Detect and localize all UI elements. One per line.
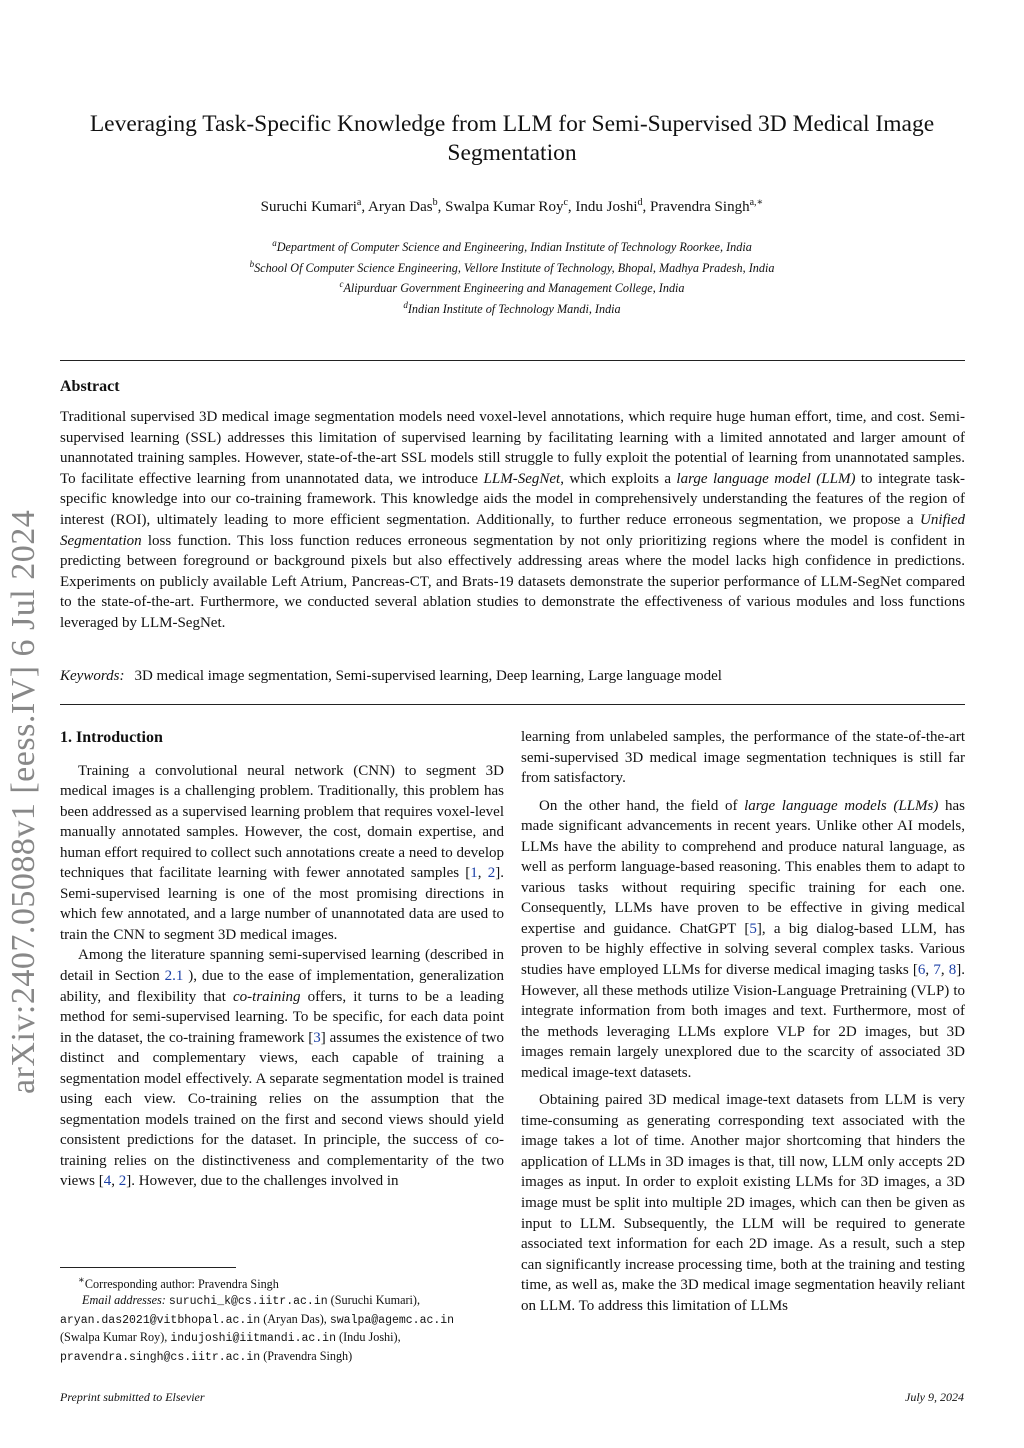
footnote-line <box>60 1292 505 1310</box>
emph-text: large language models (LLMs) <box>744 797 939 814</box>
abstract-part: to integrate task-specific knowledge into our co-training framework. This knowledge aids the model in comprehensively understanding the features of the region of interest (ROI), ultimately leading to more efficient segmentation. Additionally, to further reduce erroneous segmentation, we propose a <box>60 470 965 528</box>
abstract-emph: large language model (LLM) <box>676 470 856 487</box>
footnote-text: (Suruchi Kumari), <box>327 1293 421 1308</box>
text-run: , <box>940 962 949 979</box>
paragraph <box>60 945 504 1192</box>
email-link[interactable]: suruchi_k@cs.iitr.ac.in <box>168 1295 328 1309</box>
section-ref-link[interactable]: 2.1 <box>164 968 184 985</box>
text-run: , <box>477 865 488 882</box>
paragraph: Obtaining paired 3D medical image-text datasets from LLM is very time-consuming as generating corresponding text associated with the image takes a lot of time. Another major shortcoming that hinders the application of LLMs in 3D images is that, till now, LLM only accepts 2D images as input. In order to exploit existing LLMs for 3D images, a 3D image must be split into multiple 2D images, which can then be given as input to LLM. Subsequently, the LLM will be required to generate associated text information for each 2D image. As a result, such a step can significantly increase processing time, both at the training and testing time, as well as, make the 3D medical image segmentation heavily reliant on LLM. To address this limitation of LLMs <box>521 1092 965 1314</box>
footnote-text: (Aryan Das), <box>260 1311 330 1326</box>
text-run: ), due to the ease of implementation, generalization ability, and flexibility that <box>60 968 504 1005</box>
citation-link[interactable]: 3 <box>313 1029 321 1046</box>
affiliation <box>60 297 964 318</box>
arxiv-stamp: arXiv:2407.05088v1 [eess.IV] 6 Jul 2024 <box>5 509 42 1094</box>
text-run: has made significant advancements in recent years. Unlike other AI models, LLMs have the ability to comprehend and produce natural language, as well as perform language-based reasoning. This enables them to adapt to various tasks without requiring specific training for each one. Consequently, LLMs have proven to be effective in giving medical expertise and guidance. ChatGPT [ <box>521 797 965 937</box>
paragraph: learning from unlabeled samples, the performance of the state-of-the-art semi-supervised 3D medical image segmentation techniques is still far from satisfactory. <box>521 729 965 787</box>
author-list: Suruchi Kumari$^a$, Aryan Das$^b$, Swalpa Kumar Roy$^c$, Indu Joshi$^d$, Pravendra Singh$^{a,∗}$ <box>260 197 764 215</box>
footnote-star: ∗ <box>78 1275 85 1286</box>
affiliation-sup: a <box>272 238 277 248</box>
email-link[interactable]: indujoshi@iitmandi.ac.in <box>170 1332 336 1346</box>
footnote-text: (Pravendra Singh) <box>260 1348 353 1363</box>
email-link[interactable]: aryan.das2021@vitbhopal.ac.in <box>60 1313 261 1327</box>
footer-date: July 9, 2024 <box>905 1390 964 1404</box>
abstract-emph: LLM-SegNet <box>483 470 561 487</box>
author-sup: c <box>563 197 568 208</box>
affiliation-sup: d <box>403 299 408 310</box>
text-run: , <box>925 962 934 979</box>
paper-title: Leveraging Task-Specific Knowledge from LLM for Semi-Supervised 3D Medical Image Segmentation <box>89 111 935 166</box>
citation-link[interactable]: 2 <box>487 865 496 882</box>
citation-link[interactable]: 1 <box>470 865 478 882</box>
footnote-line <box>60 1311 505 1329</box>
author-name: Aryan Das <box>368 199 433 215</box>
text-run: ] assumes the existence of two distinct and complementary views, each capable of training a segmentation model effectively. A separate segmentation model is trained using each view. Co-training relies on the assumption that the segmentation models trained on the first and second views should yield consistent predictions for the dataset. In principle, the success of co-training relies on the distinctiveness and complementarity of the two views [ <box>60 1029 504 1190</box>
text-run: ]. However, all these methods utilize Vision-Language Pretraining (VLP) to integrate information from both images and text. Furthermore, most of the methods leveraging LLMs explore VLP for 2D images, but 3D images remain largely unexplored due to the scarcity of associated 3D medical image-text datasets. <box>521 962 966 1081</box>
footnote <box>60 1273 505 1366</box>
footnote-text: Corresponding author: Pravendra Singh <box>84 1277 279 1292</box>
author-sup: d <box>637 197 643 208</box>
text-run: On the other hand, the field of <box>539 797 745 814</box>
citation-link[interactable]: 8 <box>948 962 957 979</box>
keywords-label: Keywords: <box>60 668 125 684</box>
footer-preprint: Preprint submitted to Elsevier <box>60 1390 205 1404</box>
abstract-heading: Abstract <box>60 378 120 395</box>
section-heading: 1. Introduction <box>60 729 163 746</box>
citation-link[interactable]: 7 <box>933 962 941 979</box>
author-sup: a,∗ <box>749 197 764 208</box>
footnote-text: (Swalpa Kumar Roy), <box>60 1330 171 1345</box>
abstract-emph: Unified Segmentation <box>60 511 965 549</box>
text-run: Among the literature spanning semi-supervised learning (described in detail in Section <box>60 947 504 985</box>
author-sup: a <box>356 197 362 208</box>
author-name: Swalpa Kumar Roy <box>445 199 564 215</box>
text-run: offers, it turns to be a leading method for semi-supervised learning. To be specific, for each data point in the dataset, the co-training framework [ <box>60 988 504 1046</box>
abstract-text <box>60 407 965 634</box>
abstract-part: loss function. This loss function reduces erroneous segmentation by not only prioritizing regions where the model is confident in predicting between foreground or background pixels but also effectively addressing areas where the model lacks high confidence in predictions. Experiments on publicly available Left Atrium, Pancreas-CT, and Brats-19 datasets demonstrate the superior performance of LLM-SegNet compared to the state-of-the-art. Furthermore, we conducted several ablation studies to demonstrate the effectiveness of various modules and loss functions leveraged by LLM-SegNet. <box>60 532 965 631</box>
affiliation-text: Indian Institute of Technology Mandi, India <box>407 301 621 316</box>
footnote-rule <box>60 1267 236 1268</box>
citation-link[interactable]: 5 <box>749 920 757 937</box>
affiliation-sup: c <box>339 279 344 290</box>
author-sup: b <box>432 197 438 208</box>
citation-link[interactable]: 4 <box>103 1173 112 1190</box>
footnote-line <box>60 1329 505 1347</box>
right-column <box>521 727 965 1316</box>
keywords-text: 3D medical image segmentation, Semi-supervised learning, Deep learning, Large language model <box>134 668 722 684</box>
email-label: Email addresses: <box>82 1293 166 1308</box>
author-name: Pravendra Singh <box>650 199 750 215</box>
footnote-text: (Indu Joshi), <box>335 1330 401 1345</box>
author-name: Indu Joshi <box>575 199 638 215</box>
abstract-part: , which exploits a <box>560 470 677 487</box>
text-run: , <box>111 1173 119 1190</box>
top-divider <box>60 360 965 361</box>
author-name: Suruchi Kumari <box>260 199 357 215</box>
text-run: ], a big dialog-based LLM, has proven to be highly effective in solving several complex tasks. Various studies have employed LLMs for diverse medical imaging tasks [ <box>521 920 965 979</box>
paragraph <box>521 796 965 1084</box>
bottom-divider <box>60 704 965 705</box>
email-link[interactable]: swalpa@agemc.ac.in <box>329 1313 455 1327</box>
keywords <box>60 668 722 685</box>
left-column <box>60 728 504 1192</box>
emph-text: co-training <box>233 988 301 1005</box>
affiliations <box>60 235 964 317</box>
text-run: Training a convolutional neural network (CNN) to segment 3D medical images is a challenging problem. Traditionally, this problem has been addressed as a supervised learning problem that requires voxel-level manually annotated samples. However, the cost, domain expertise, and human effort required to collect such annotations create a need to develop techniques that facilitate learning with fewer annotated samples [ <box>60 762 504 882</box>
affiliation <box>60 235 964 256</box>
citation-link[interactable]: 6 <box>917 962 926 979</box>
footnote-line <box>60 1273 505 1292</box>
affiliation-text: Alipurduar Government Engineering and Management College, India <box>343 281 685 296</box>
text-run: ]. Semi-supervised learning is one of the most promising directions in which few annotated, and a large number of unannotated data are used to train the CNN to segment 3D medical images. <box>60 865 504 943</box>
paragraph <box>60 761 504 946</box>
footnote-line <box>60 1348 505 1366</box>
affiliation-text: Department of Computer Science and Engineering, Indian Institute of Technology Roorkee, India <box>276 240 752 255</box>
affiliation <box>60 256 964 277</box>
affiliation <box>60 276 964 297</box>
email-link[interactable]: pravendra.singh@cs.iitr.ac.in <box>60 1350 261 1364</box>
text-run: ]. However, due to the challenges involved in <box>126 1173 399 1190</box>
affiliation-sup: b <box>249 258 255 269</box>
abstract-part: Traditional supervised 3D medical image segmentation models need voxel-level annotations, which require huge human effort, time, and cost. Semi-supervised learning (SSL) addresses this limitation of supervised learning by facilitating learning with a limited annotated and larger amount of unannotated training samples. However, state-of-the-art SSL models still struggle to fully exploit the potential of learning from unannotated samples. To facilitate effective learning from unannotated data, we introduce <box>60 409 965 487</box>
affiliation-text: School Of Computer Science Engineering, Vellore Institute of Technology, Bhopal, Madhya Pradesh, India <box>254 260 775 275</box>
citation-link[interactable]: 2 <box>118 1173 127 1190</box>
